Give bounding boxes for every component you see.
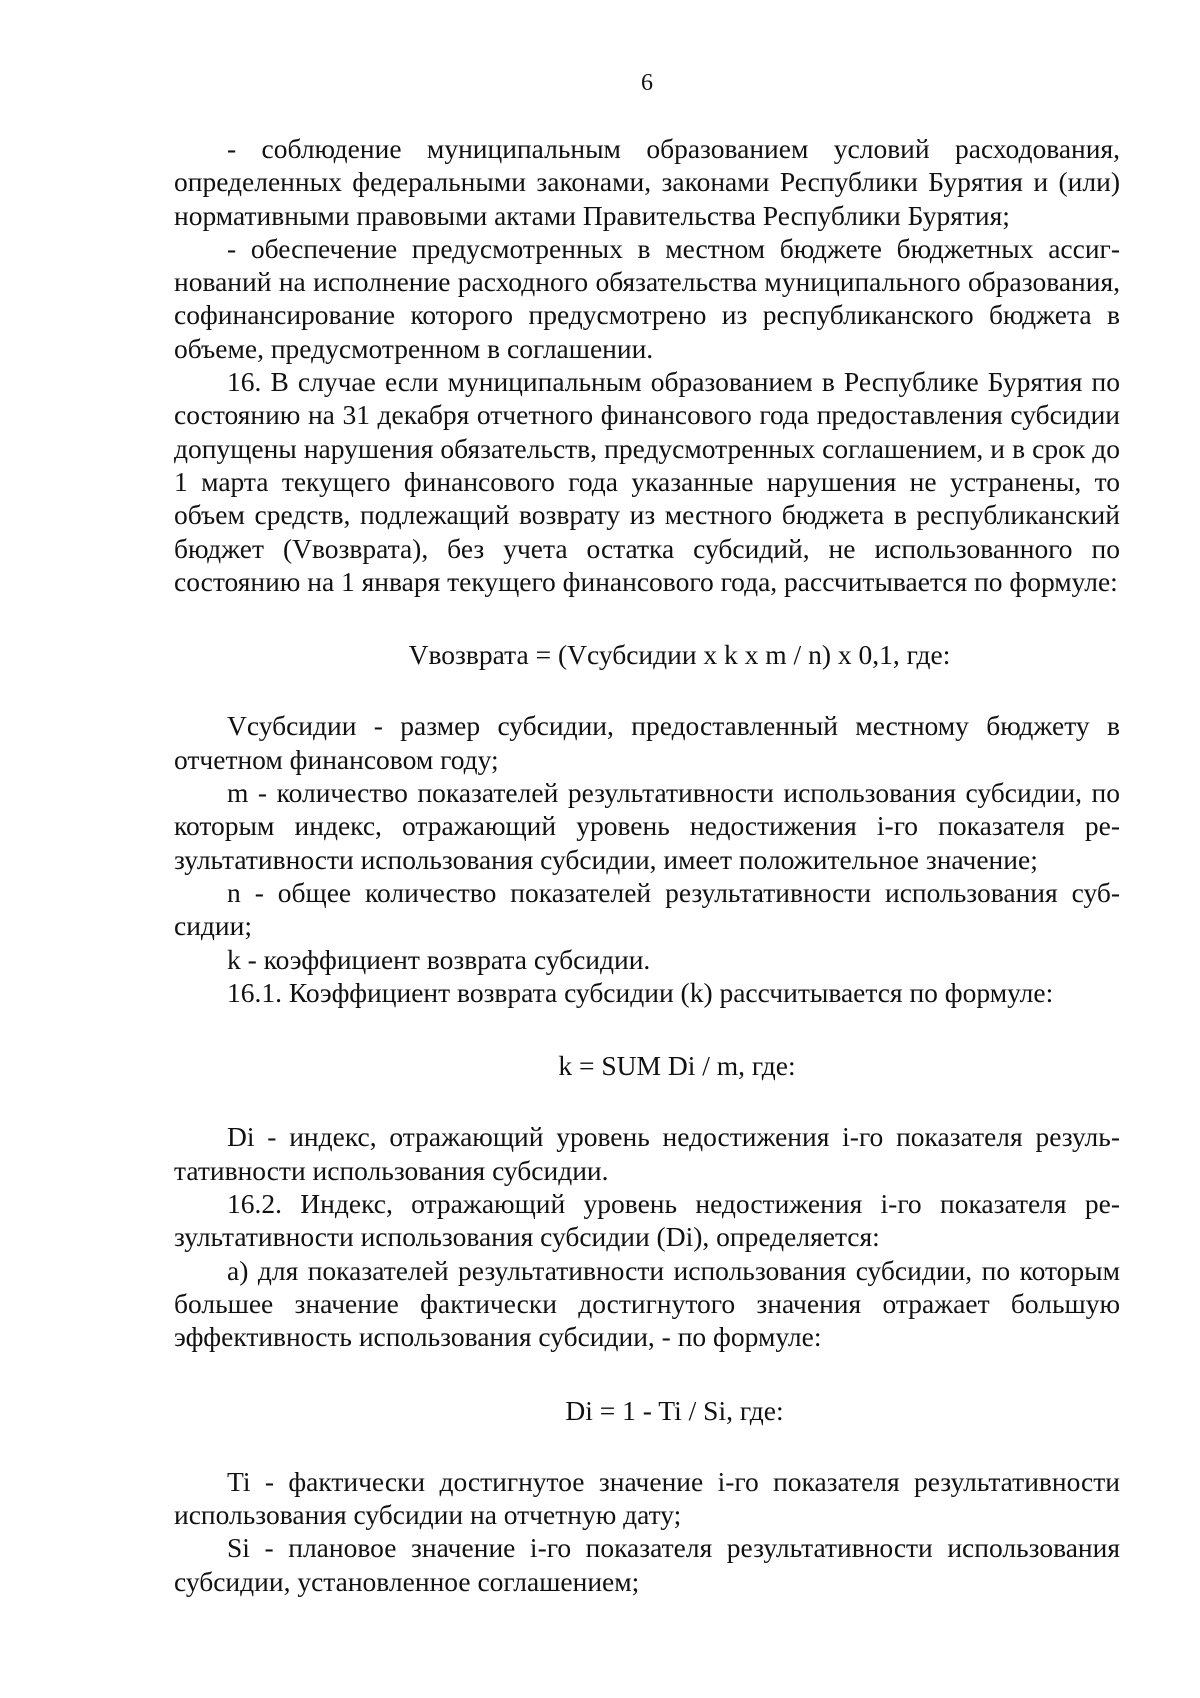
paragraph-16-2-a: а) для показателей результативности использования субсидии, по которым большее значение фактически достигнутого значения отражает большую эффективность использования субсидии, - по формуле: [174, 1254, 1120, 1353]
paragraph-16-1: 16.1. Коэффициент возврата субсидии (k) рассчитывается по формуле: [227, 976, 1054, 1008]
paragraph-compliance: - соблюдение муниципальным образованием условий расходования, определенных федеральными законами, законами Республики Бурятия и (или) нормативными правовыми актами Правительства Республики Бурятия; [174, 133, 1120, 231]
definition-v-subsidy: Vсубсидии - размер субсидии, предоставленный местному бюджету в отчетном финансовом году; [174, 710, 1120, 775]
definition-m: m - количество показателей результативности использования субсидии, по которым индекс, отражающий уровень недостижения i-го показателя результативности использования субсидии, имеет положительное значение; [174, 777, 1120, 875]
definition-di: Di - индекс, отражающий уровень недостижения i-го показателя результативности использования субсидии. [174, 1121, 1120, 1186]
formula-return-volume: Vвозврата = (Vсубсидии x k x m / n) x 0,1, где: [408, 639, 951, 671]
definition-ti: Ti - фактически достигнутое значение i-го показателя результативности использования субсидии на отчетную дату; [174, 1465, 1120, 1531]
page-number: 6 [641, 70, 653, 96]
formula-index-di: Di = 1 - Ti / Si, где: [565, 1394, 784, 1426]
paragraph-budget-provision: - обеспечение предусмотренных в местном бюджете бюджетных ассигнований на исполнение расходного обязательства муниципального образования, софинансирование которого предусмотрено из республиканского бюджета в объеме, предусмотренном в соглашении. [174, 232, 1120, 364]
formula-return-coefficient: k = SUM Di / m, где: [558, 1050, 796, 1082]
definition-n: n - общее количество показателей результативности использования субсидии; [174, 876, 1120, 942]
paragraph-16-2: 16.2. Индекс, отражающий уровень недостижения i-го показателя результативности использования субсидии (Di), определяется: [174, 1188, 1120, 1253]
definition-k: k - коэффициент возврата субсидии. [227, 943, 651, 975]
paragraph-16: 16. В случае если муниципальным образованием в Республике Бурятия по состоянию на 31 декабря отчетного финансового года предоставления субсидии допущены нарушения обязательств, предусмотренных соглашением, и в срок до 1 марта текущего финансового года указанные нарушения не устранены, то объем средств, подлежащий возврату из местного бюджета в республиканский бюджет (Vвозврата), без учета остатка субсидий, не использованного по состоянию на 1 января текущего финансового года, рассчитывается по формуле: [174, 366, 1120, 597]
definition-si: Si - плановое значение i-го показателя результативности использования субсидии, установленное соглашением; [174, 1532, 1120, 1597]
document-body [174, 132, 1120, 1598]
